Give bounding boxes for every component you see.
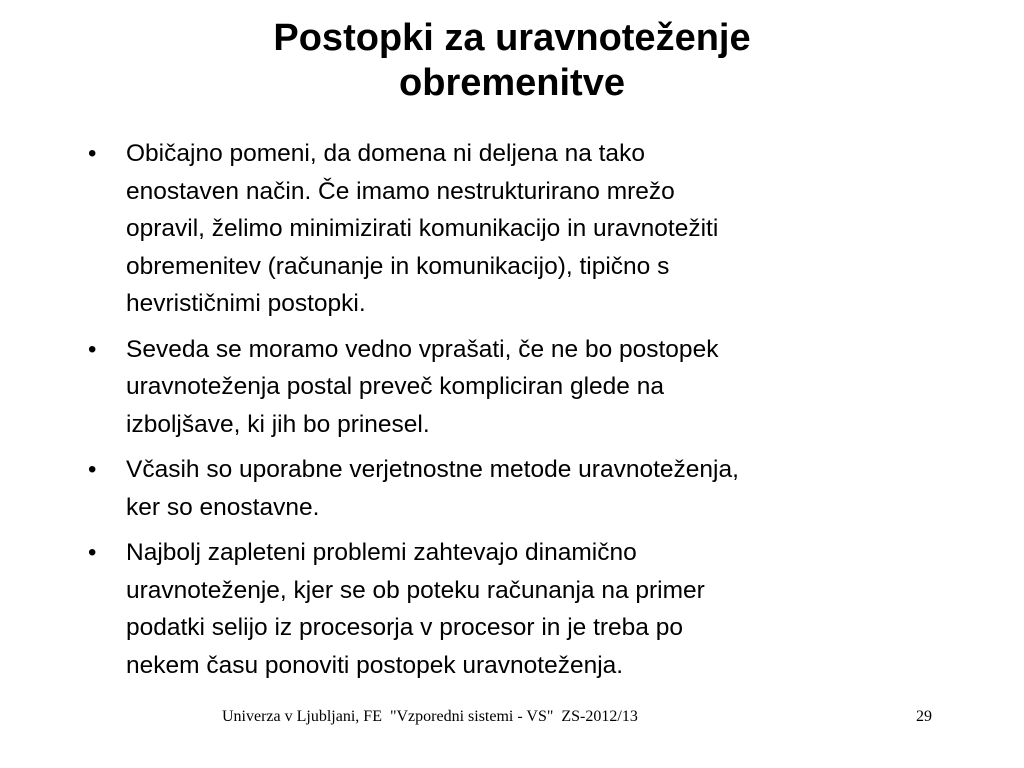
bullet-item-2 [88,331,938,444]
bullet-text-3 [126,451,938,526]
bullet-1-line-3: opravil, želimo minimizirati komunikacijo in uravnotežiti [126,215,719,242]
bullet-dot-icon: • [88,539,97,566]
bullet-2-line-3: izboljšave, ki jih bo prinesel. [126,410,430,438]
bullet-4-line-4: nekem času ponoviti postopek uravnoteženja. [126,651,624,679]
bullet-2-line-1: Seveda se moramo vedno vprašati, če ne bo postopek [126,335,719,363]
bullet-text-2 [126,331,938,444]
bullet-dot-icon: • [88,140,97,167]
bullet-4-line-3: podatki selijo iz procesorja v procesor in je treba po [126,614,683,641]
bullet-3-line-2: ker so enostavne. [126,493,320,521]
footer-source: Univerza v Ljubljani, FE "Vzporedni sistemi - VS" ZS-2012/13 [222,708,638,725]
bullet-4-line-2: uravnoteženje, kjer se ob poteku računanja na primer [126,576,705,604]
bullet-item-4 [88,534,938,684]
bullet-dot-icon: • [88,456,97,483]
bullet-1-line-2: enostaven način. Če imamo nestrukturirano mrežo [126,177,675,205]
bullet-1-line-4: obremenitev (računanje in komunikacijo), tipično s [126,252,670,280]
slide-footer [0,705,1024,729]
slide-title-line-1: Postopki za uravnoteženje [273,17,751,59]
slide-title-line-2: obremenitve [399,62,625,104]
bullet-item-1 [88,135,938,323]
bullet-2-line-2: uravnoteženja postal preveč kompliciran glede na [126,373,664,400]
bullet-list [88,135,938,692]
bullet-1-line-5: hevrističnimi postopki. [126,290,366,317]
slide-title [80,16,944,106]
page-number: 29 [916,708,932,725]
bullet-1-line-1: Običajno pomeni, da domena ni deljena na tako [126,140,645,167]
bullet-item-3 [88,451,938,526]
bullet-4-line-1: Najbolj zapleteni problemi zahtevajo dinamično [126,539,637,566]
bullet-dot-icon: • [88,335,97,363]
bullet-text-1 [126,135,938,323]
bullet-text-4 [126,534,938,684]
bullet-3-line-1: Včasih so uporabne verjetnostne metode uravnoteženja, [126,456,739,483]
